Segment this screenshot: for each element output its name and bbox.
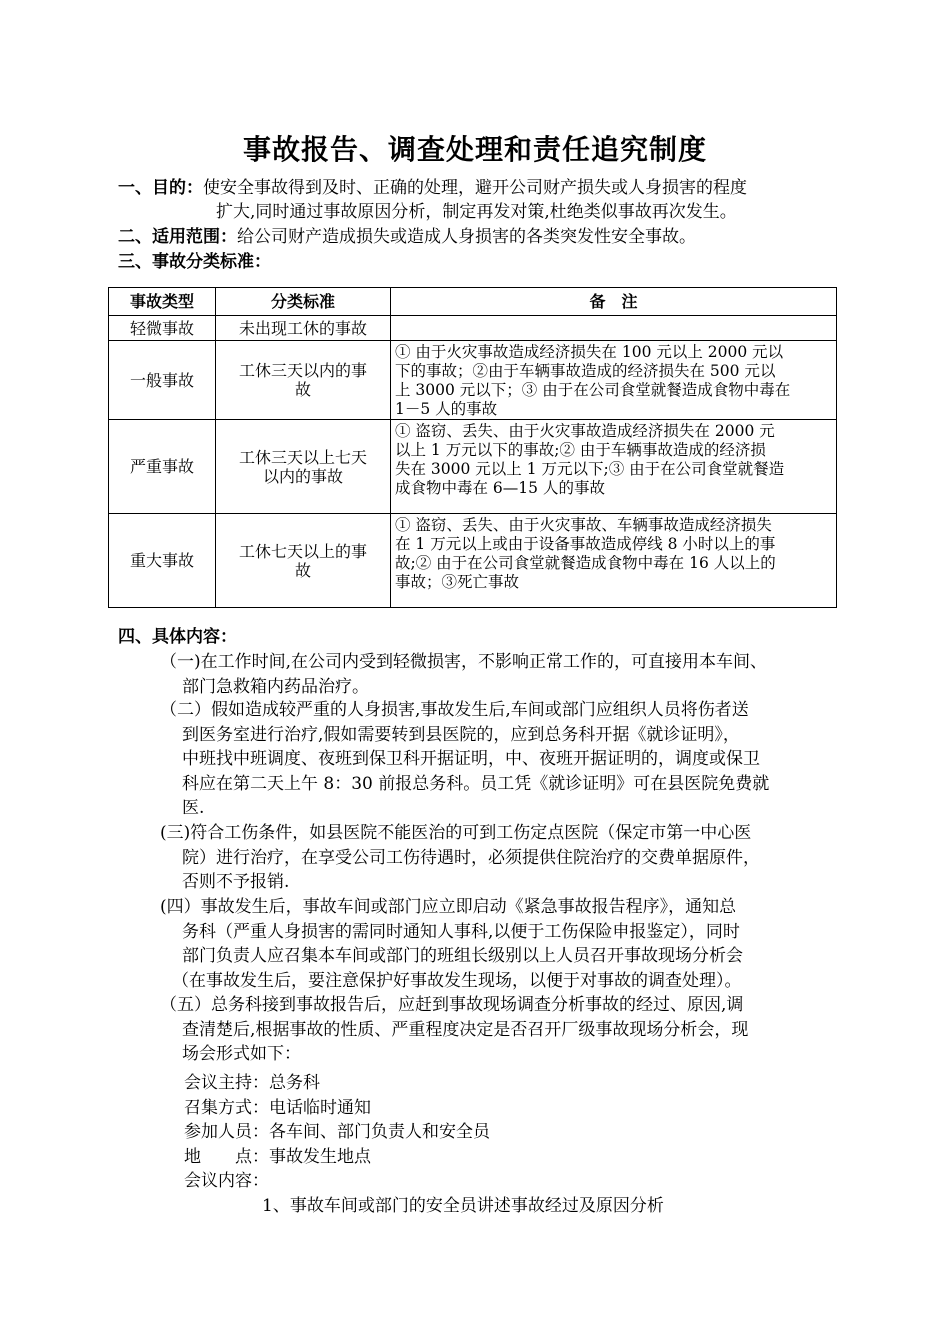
- cell-standard: [216, 420, 391, 514]
- cell-standard: [216, 341, 391, 420]
- section-3-heading: 三、事故分类标准：: [118, 252, 271, 272]
- meeting-location: 地 点：事故发生地点: [184, 1146, 371, 1167]
- note-line: ① 盗窃、丢失、由于火灾事故造成经济损失在 2000 元: [395, 422, 775, 440]
- table-row: [109, 316, 837, 341]
- paragraph-line: 否则不予报销.: [182, 872, 290, 892]
- meeting-details: [184, 1071, 490, 1194]
- meeting-item-1: 1、事故车间或部门的安全员讲述事故经过及原因分析: [262, 1196, 664, 1216]
- section-1-line2: 扩大,同时通过事故原因分析，制定再发对策,杜绝类似事故再次发生。: [216, 202, 737, 222]
- paragraph-line: （在事故发生后，要注意保护好事故发生现场，以便于对事故的调查处理）。: [172, 970, 742, 991]
- cell-type: 重大事故: [109, 514, 216, 608]
- cell-standard-line: 故: [294, 380, 311, 399]
- section-1-heading: 一、目的：: [118, 178, 203, 198]
- paragraph-line: （五）总务科接到事故报告后，应赶到事故现场调查分析事故的经过、原因,调: [160, 995, 744, 1015]
- note-line: 以上 1 万元以下的事故;② 由于车辆事故造成的经济损: [395, 441, 766, 459]
- paragraph-1: [160, 650, 767, 699]
- cell-standard-line: 故: [294, 560, 311, 580]
- meeting-attendees: 参加人员：各车间、部门负责人和安全员: [184, 1122, 490, 1142]
- cell-type: 一般事故: [109, 341, 216, 420]
- cell-standard-line: 工休七天以上的事: [238, 541, 367, 561]
- note-line: 上 3000 元以下；③ 由于在公司食堂就餐造成食物中毒在: [395, 381, 791, 399]
- paragraph-line: (四）事故发生后，事故车间或部门应立即启动《紧急事故报告程序》，通知总: [160, 897, 737, 917]
- cell-standard-line: 工休三天以内的事: [238, 361, 367, 380]
- paragraph-line: 场会形式如下：: [182, 1044, 301, 1064]
- section-2-text: 给公司财产造成损失或造成人身损害的各类突发性安全事故。: [237, 227, 696, 247]
- section-1-line1: 使安全事故得到及时、正确的处理，避开公司财产损失或人身损害的程度: [203, 178, 747, 198]
- section-4: [118, 625, 237, 649]
- paragraph-3: [160, 821, 760, 895]
- paragraph-line: 查清楚后,根据事故的性质、严重程度决定是否召开厂级事故现场分析会，现: [182, 1019, 749, 1040]
- cell-note: [391, 420, 837, 514]
- cell-standard: [216, 316, 391, 341]
- paragraph-line: 院）进行治疗，在享受公司工伤待遇时，必须提供住院治疗的交费单据原件，: [182, 847, 760, 868]
- table-header-row: [109, 288, 837, 316]
- cell-standard: [216, 514, 391, 608]
- section-2-heading: 二、适用范围：: [118, 227, 237, 247]
- note-line: 成食物中毒在 6—15 人的事故: [395, 479, 605, 497]
- note-line: 故;② 由于在公司食堂就餐造成食物中毒在 16 人以上的: [395, 554, 776, 572]
- paragraph-line: 到医务室进行治疗,假如需要转到县医院的，应到总务科开据《就诊证明》，: [182, 724, 740, 745]
- accident-classification-table: [108, 287, 837, 608]
- note-line: 下的事故；②由于车辆事故造成的经济损失在 500 元以: [395, 362, 776, 380]
- header-type: 事故类型: [109, 288, 216, 316]
- meeting-method: 召集方式：电话临时通知: [184, 1097, 371, 1118]
- paragraph-line: （二）假如造成较严重的人身损害,事故发生后,车间或部门应组织人员将伤者送: [160, 700, 749, 720]
- table-row: [109, 341, 837, 420]
- cell-standard-line: 以内的事故: [262, 466, 343, 486]
- section-3: [118, 250, 271, 274]
- paragraph-line: （一)在工作时间,在公司内受到轻微损害，不影响正常工作的，可直接用本车间、: [160, 652, 768, 672]
- section-4-heading: 四、具体内容：: [118, 627, 237, 647]
- section-1: [118, 176, 747, 200]
- cell-note: [391, 514, 837, 608]
- paragraph-5: [160, 993, 748, 1067]
- paragraph-line: 部门急救箱内药品治疗。: [182, 676, 369, 697]
- cell-type: 严重事故: [109, 420, 216, 514]
- cell-note: [391, 341, 837, 420]
- cell-standard-line: 未出现工休的事故: [238, 318, 367, 338]
- cell-note: [391, 316, 837, 341]
- paragraph-line: 务科（严重人身损害的需同时通知人事科,以便于工伤保险申报鉴定），同时: [182, 921, 740, 942]
- document-title: 事故报告、调查处理和责任追究制度: [242, 133, 707, 166]
- note-line: 事故；③死亡事故: [395, 573, 520, 591]
- header-note: 备 注: [391, 288, 837, 316]
- note-line: 失在 3000 元以上 1 万元以下;③ 由于在公司食堂就餐造: [395, 460, 785, 478]
- paragraph-line: 部门负责人应召集本车间或部门的班组长级别以上人员召开事故现场分析会: [182, 946, 743, 966]
- cell-type: 轻微事故: [109, 316, 216, 341]
- header-standard: 分类标准: [216, 288, 391, 316]
- cell-standard-line: 工休三天以上七天: [238, 447, 367, 467]
- paragraph-2: [160, 698, 769, 821]
- paragraph-line: (三)符合工伤条件，如县医院不能医治的可到工伤定点医院（保定市第一中心医: [160, 823, 752, 843]
- paragraph-4: [160, 895, 743, 993]
- table-row: [109, 420, 837, 514]
- section-2: [118, 225, 696, 249]
- meeting-host: 会议主持：总务科: [184, 1073, 320, 1093]
- table-row: [109, 514, 837, 608]
- paragraph-line: 科应在第二天上午 8：30 前报总务科。员工凭《就诊证明》可在县医院免费就: [182, 773, 770, 794]
- paragraph-line: 医.: [182, 798, 205, 818]
- note-line: 1－5 人的事故: [395, 400, 498, 418]
- paragraph-line: 中班找中班调度、夜班到保卫科开据证明，中、夜班开据证明的，调度或保卫: [182, 749, 760, 769]
- note-line: 在 1 万元以上或由于设备事故造成停线 8 小时以上的事: [395, 535, 776, 553]
- note-line: ① 盗窃、丢失、由于火灾事故、车辆事故造成经济损失: [395, 516, 772, 534]
- note-line: ① 由于火灾事故造成经济损失在 100 元以上 2000 元以: [395, 343, 784, 361]
- meeting-content: 会议内容：: [184, 1171, 269, 1191]
